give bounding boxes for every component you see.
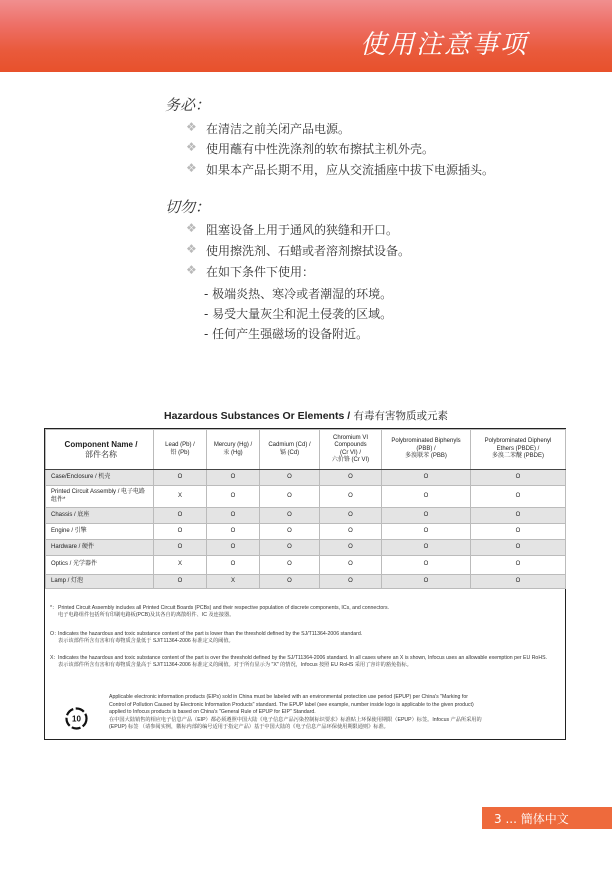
epup-number: 10: [72, 714, 81, 724]
must-not-heading: 切勿：: [165, 198, 211, 216]
page-footer-tab: [482, 807, 612, 829]
substance-value-cell: O: [260, 575, 320, 589]
substance-value-cell: O: [471, 524, 566, 540]
column-header: Component Name / 部件名称: [46, 430, 154, 470]
substance-value-cell: O: [382, 486, 471, 508]
substance-value-cell: O: [320, 556, 382, 575]
epup-statement: Applicable electronic information products (EIPs) sold in China must be labeled with an environmental protection use period (EPUP) per China's "Marking for Control of Pollution Caused by Electronic Information Products" standard. The EPUP label (see example, number inside logo is applicable to the given product) applied to Infocus products is based on China's "General Rule of EPUP for EIP" Standard. 在中国大陆销售的相应电子信息产品（EIP）都必须遵照中国大陆《电子信息产品污染控制标识要求》标准贴上环保使用期限（EPUP）标签。Infocus 产品所采用的 (EPUP) 标签 （请参阅实例，徽标内部的编号适用于指定产品）基于中国大陆的《电子信息产品环保使用期限通则》标准。: [109, 694, 482, 731]
table-row: [46, 470, 566, 486]
diamond-bullet-icon: ❖: [186, 221, 197, 235]
column-header: Lead (Pb) / 铅 (Pb): [154, 430, 207, 470]
substance-value-cell: O: [207, 524, 260, 540]
substance-value-cell: O: [320, 540, 382, 556]
substance-value-cell: O: [154, 470, 207, 486]
substance-value-cell: O: [260, 486, 320, 508]
table-row: [46, 540, 566, 556]
substance-value-cell: O: [471, 470, 566, 486]
diamond-bullet-icon: ❖: [186, 120, 197, 134]
table-title: Hazardous Substances Or Elements / 有毒有害物质或元素: [164, 410, 448, 422]
column-header: Polybrominated Diphenyl Ethers (PBDE) / 多溴二苯醚 (PBDE): [471, 430, 566, 470]
table-row: [46, 508, 566, 524]
substance-value-cell: X: [154, 556, 207, 575]
table-row: [46, 575, 566, 589]
substance-value-cell: O: [320, 470, 382, 486]
column-header: Mercury (Hg) / 汞 (Hg): [207, 430, 260, 470]
substance-value-cell: O: [260, 540, 320, 556]
substance-value-cell: O: [320, 575, 382, 589]
component-name-cell: Lamp / 灯泡: [46, 575, 154, 589]
substance-value-cell: O: [154, 508, 207, 524]
substance-value-cell: O: [207, 486, 260, 508]
substance-value-cell: O: [207, 470, 260, 486]
substance-value-cell: O: [471, 540, 566, 556]
column-header: Cadmium (Cd) / 镉 (Cd): [260, 430, 320, 470]
substance-value-cell: X: [207, 575, 260, 589]
component-name-cell: Case/Enclosure / 机壳: [46, 470, 154, 486]
substance-value-cell: O: [382, 540, 471, 556]
substance-value-cell: O: [382, 575, 471, 589]
table-body: [46, 430, 566, 589]
substance-value-cell: O: [260, 470, 320, 486]
component-name-cell: Hardware / 硬件: [46, 540, 154, 556]
substance-value-cell: O: [382, 556, 471, 575]
substance-value-cell: O: [260, 508, 320, 524]
substance-value-cell: X: [154, 486, 207, 508]
component-name-cell: Chassis / 底座: [46, 508, 154, 524]
epup-logo-icon: [65, 707, 88, 730]
substance-value-cell: O: [260, 524, 320, 540]
component-name-cell: Optics / 光学器件: [46, 556, 154, 575]
substance-value-cell: O: [382, 508, 471, 524]
substance-value-cell: O: [260, 556, 320, 575]
table-row: [46, 486, 566, 508]
component-name-cell: Engine / 引擎: [46, 524, 154, 540]
table-header-row: [46, 430, 566, 470]
diamond-bullet-icon: ❖: [186, 263, 197, 277]
substance-value-cell: O: [320, 524, 382, 540]
substance-value-cell: O: [207, 540, 260, 556]
table-row: [46, 524, 566, 540]
substance-value-cell: O: [154, 575, 207, 589]
substance-value-cell: O: [382, 524, 471, 540]
column-header: Polybrominated Biphenyls (PBB) / 多溴联苯 (PBB): [382, 430, 471, 470]
substance-value-cell: O: [207, 556, 260, 575]
page-title: 使用注意事项: [359, 30, 528, 60]
substance-value-cell: O: [471, 486, 566, 508]
page-number-label: 3 ... 簡体中文: [494, 812, 569, 826]
hazardous-substances-table: Component Name / 部件名称 Lead (Pb) / 铅 (Pb) Mercury (Hg) / 汞 (Hg) Cadmium (Cd) / 镉 (Cd) Chromium VI Compounds (Cr VI) / 六价铬 (Cr VI) Polybrominated Biphenyls (PBB) / 多溴联苯 (PBB) Polybrominated Diphenyl Ethers (PBDE) / 多溴二苯醚 (PBDE) Case/Enclosure / 机壳 O O O O O O Printed Circuit Assembly / 电子电路组件* X O O O O O Chassis / 底座 O O O O O O Engine / 引擎 O O O O O O Hardware / 硬件 O O O O O O Optics / 光学器件 X O O O O O Lamp / 灯泡 O X O O O O *： Printed Circuit Assembly includes all Printed Circuit Boards (PCBs) and their respective population of discrete components, ICs, and connectors. 电子电路组件包括所有印刷电路板(PCB)及其各自的离散组件、IC 及连接器。 O： Indicates the hazardous and toxic substance content of the part is lower than the threshold defined by the SJ/T11364-2006 standard. 表示该部件所含有害和有毒物质含量低于 SJ/T11364-2006 标准定义的阈值。 X： Indicates the hazardous and toxic substance content of the part is over the threshold defined by the SJ/T11364-2006 standard. In all cases where an X is shown, Infocus uses an allowable exemption per EU RoHS. 表示该部件所含有害和有毒物质含量高于 SJ/T11364-2006 标准定义的阈值。对于所有显示为 "X" 的情况，Infocus 按照 EU RoHS 采用了容许的豁免指标。 10 Applicable electronic information products (EIPs) sold in China must be labeled with an environmental protection use period (EPUP) per China's "Marking for Control of Pollution Caused by Electronic Information Products" standard. The EPUP label (see example, number inside logo is applicable to the given product) applied to Infocus products is based on China's "General Rule of EPUP for EIP" Standard. 在中国大陆销售的相应电子信息产品（EIP）都必须遵照中国大陆《电子信息产品污染控制标识要求》标准贴上环保使用期限（EPUP）标签。Infocus 产品所采用的 (EPUP) 标签 （请参阅实例，徽标内部的编号适用于指定产品）基于中国大陆的《电子信息产品环保使用期限通则》标准。: [44, 428, 566, 740]
condition-item: - 极端炎热、寒冷或者潮湿的环境。: [204, 287, 393, 301]
substance-value-cell: O: [320, 508, 382, 524]
substance-value-cell: O: [154, 540, 207, 556]
component-name-cell: Printed Circuit Assembly / 电子电路组件*: [46, 486, 154, 508]
substance-value-cell: O: [154, 524, 207, 540]
substance-value-cell: O: [471, 556, 566, 575]
condition-item: - 易受大量灰尘和泥土侵袭的区域。: [204, 307, 393, 321]
diamond-bullet-icon: ❖: [186, 242, 197, 256]
substance-value-cell: O: [471, 508, 566, 524]
column-header: Chromium VI Compounds (Cr VI) / 六价铬 (Cr VI): [320, 430, 382, 470]
substance-grid: [45, 429, 566, 589]
substance-value-cell: O: [320, 486, 382, 508]
table-row: [46, 556, 566, 575]
substance-value-cell: O: [382, 470, 471, 486]
diamond-bullet-icon: ❖: [186, 140, 197, 154]
must-heading: 务必：: [165, 96, 211, 114]
diamond-bullet-icon: ❖: [186, 161, 197, 175]
condition-item: - 任何产生强磁场的设备附近。: [204, 327, 369, 341]
substance-value-cell: O: [207, 508, 260, 524]
substance-value-cell: O: [471, 575, 566, 589]
header-banner: [0, 0, 612, 72]
